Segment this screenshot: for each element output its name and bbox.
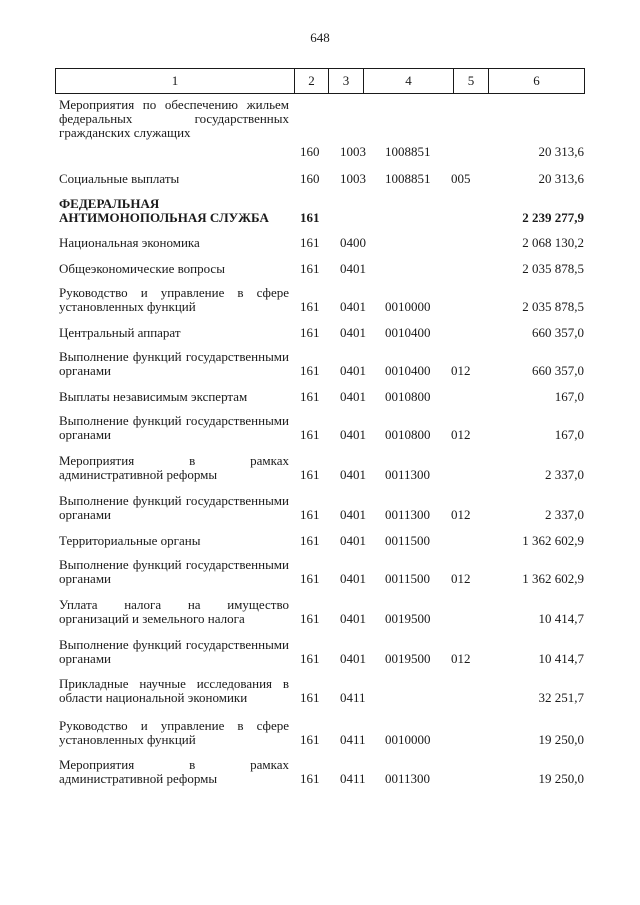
row-col-6: 20 313,6 (538, 144, 584, 159)
row-col-3: 0401 (340, 611, 366, 626)
row-name: Выполнение функций государственными органами (59, 637, 289, 666)
row-col-3: 0401 (340, 651, 366, 666)
row-col-4: 0011300 (385, 771, 431, 786)
row-col-4: 0011300 (385, 467, 431, 482)
row-col-4: 0019500 (385, 611, 431, 626)
row-col-6: 2 239 277,9 (522, 210, 584, 225)
table-row (0, 98, 640, 158)
row-col-2: 161 (300, 732, 320, 747)
row-col-3: 0401 (340, 389, 366, 404)
row-col-2: 161 (300, 690, 320, 705)
row-name: Руководство и управление в сфере установленных функций (59, 285, 289, 314)
header-col-4: 4 (364, 69, 454, 93)
row-col-6: 167,0 (554, 427, 584, 442)
row-col-2: 161 (300, 389, 320, 404)
row-col-4: 0019500 (385, 651, 431, 666)
row-col-2: 160 (300, 171, 320, 186)
row-col-5: 012 (451, 363, 471, 378)
row-col-6: 660 357,0 (532, 363, 584, 378)
row-col-3: 0401 (340, 261, 366, 276)
row-col-2: 161 (300, 363, 320, 378)
row-col-6: 660 357,0 (532, 325, 584, 340)
row-name: Выполнение функций государственными органами (59, 493, 289, 522)
row-col-6: 1 362 602,9 (522, 571, 584, 586)
row-col-3: 0401 (340, 467, 366, 482)
row-col-6: 2 035 878,5 (522, 299, 584, 314)
row-col-6: 2 337,0 (545, 507, 584, 522)
row-col-6: 19 250,0 (538, 771, 584, 786)
row-col-5: 012 (451, 427, 471, 442)
row-col-5: 012 (451, 571, 471, 586)
row-col-4: 1008851 (385, 144, 431, 159)
row-name: Мероприятия по обеспечению жильем федеральных государственных гражданских служащих (59, 97, 289, 140)
row-name: Выполнение функций государственными органами (59, 349, 289, 378)
row-col-2: 161 (300, 325, 320, 340)
row-col-3: 0401 (340, 507, 366, 522)
row-col-6: 10 414,7 (538, 651, 584, 666)
row-col-5: 005 (451, 171, 471, 186)
row-name: Мероприятия в рамках административной реформы (59, 757, 289, 786)
table-header (55, 68, 585, 94)
row-col-3: 0401 (340, 299, 366, 314)
row-col-3: 1003 (340, 144, 366, 159)
row-col-3: 0401 (340, 427, 366, 442)
row-col-3: 0401 (340, 571, 366, 586)
row-col-2: 161 (300, 507, 320, 522)
row-col-4: 0010800 (385, 389, 431, 404)
row-col-2: 161 (300, 210, 320, 225)
row-col-2: 161 (300, 571, 320, 586)
row-name: Национальная экономика (59, 235, 200, 250)
row-name: Выплаты независимым экспертам (59, 389, 248, 404)
row-col-3: 0401 (340, 325, 366, 340)
header-col-5: 5 (454, 69, 489, 93)
row-col-2: 161 (300, 533, 320, 548)
row-col-4: 0010400 (385, 363, 431, 378)
row-col-6: 2 068 130,2 (522, 235, 584, 250)
row-col-3: 0401 (340, 363, 366, 378)
row-col-4: 0011300 (385, 507, 431, 522)
row-col-2: 161 (300, 427, 320, 442)
row-name: Руководство и управление в сфере установленных функций (59, 718, 289, 747)
row-col-4: 0010000 (385, 299, 431, 314)
header-col-2: 2 (295, 69, 329, 93)
row-col-3: 0400 (340, 235, 366, 250)
row-name: Территориальные органы (59, 533, 201, 548)
row-col-2: 161 (300, 771, 320, 786)
row-name: Общеэкономические вопросы (59, 261, 225, 276)
row-col-2: 161 (300, 261, 320, 276)
row-col-6: 20 313,6 (538, 171, 584, 186)
row-col-2: 161 (300, 611, 320, 626)
row-col-2: 161 (300, 299, 320, 314)
page-number: 648 (310, 30, 330, 45)
row-col-5: 012 (451, 507, 471, 522)
row-col-3: 0411 (340, 771, 366, 786)
row-col-2: 161 (300, 651, 320, 666)
row-col-4: 0010400 (385, 325, 431, 340)
row-name: Выполнение функций государственными органами (59, 557, 289, 586)
header-col-1: 1 (56, 69, 295, 93)
row-col-2: 161 (300, 467, 320, 482)
row-col-6: 19 250,0 (538, 732, 584, 747)
row-name: Прикладные научные исследования в области национальной экономики (59, 676, 289, 705)
row-col-6: 1 362 602,9 (522, 533, 584, 548)
row-name: Центральный аппарат (59, 325, 181, 340)
row-col-6: 167,0 (554, 389, 584, 404)
row-name: ФЕДЕРАЛЬНАЯ АНТИМОНОПОЛЬНАЯ СЛУЖБА (59, 196, 269, 225)
row-col-4: 1008851 (385, 171, 431, 186)
row-col-3: 0401 (340, 533, 366, 548)
row-name: Мероприятия в рамках административной реформы (59, 453, 289, 482)
row-col-4: 0010000 (385, 732, 431, 747)
row-name: Социальные выплаты (59, 171, 180, 186)
row-col-4: 0011500 (385, 533, 431, 548)
row-col-3: 0411 (340, 690, 366, 705)
header-col-6: 6 (533, 73, 540, 88)
row-col-4: 0011500 (385, 571, 431, 586)
row-col-2: 161 (300, 235, 320, 250)
row-col-2: 160 (300, 144, 320, 159)
row-col-6: 32 251,7 (538, 690, 584, 705)
row-col-6: 2 035 878,5 (522, 261, 584, 276)
row-col-4: 0010800 (385, 427, 431, 442)
header-col-3: 3 (329, 69, 364, 93)
row-col-6: 2 337,0 (545, 467, 584, 482)
row-col-3: 1003 (340, 171, 366, 186)
row-name: Уплата налога на имущество организаций и земельного налога (59, 597, 289, 626)
row-name: Выполнение функций государственными органами (59, 413, 289, 442)
row-col-3: 0411 (340, 732, 366, 747)
row-col-6: 10 414,7 (538, 611, 584, 626)
row-col-5: 012 (451, 651, 471, 666)
